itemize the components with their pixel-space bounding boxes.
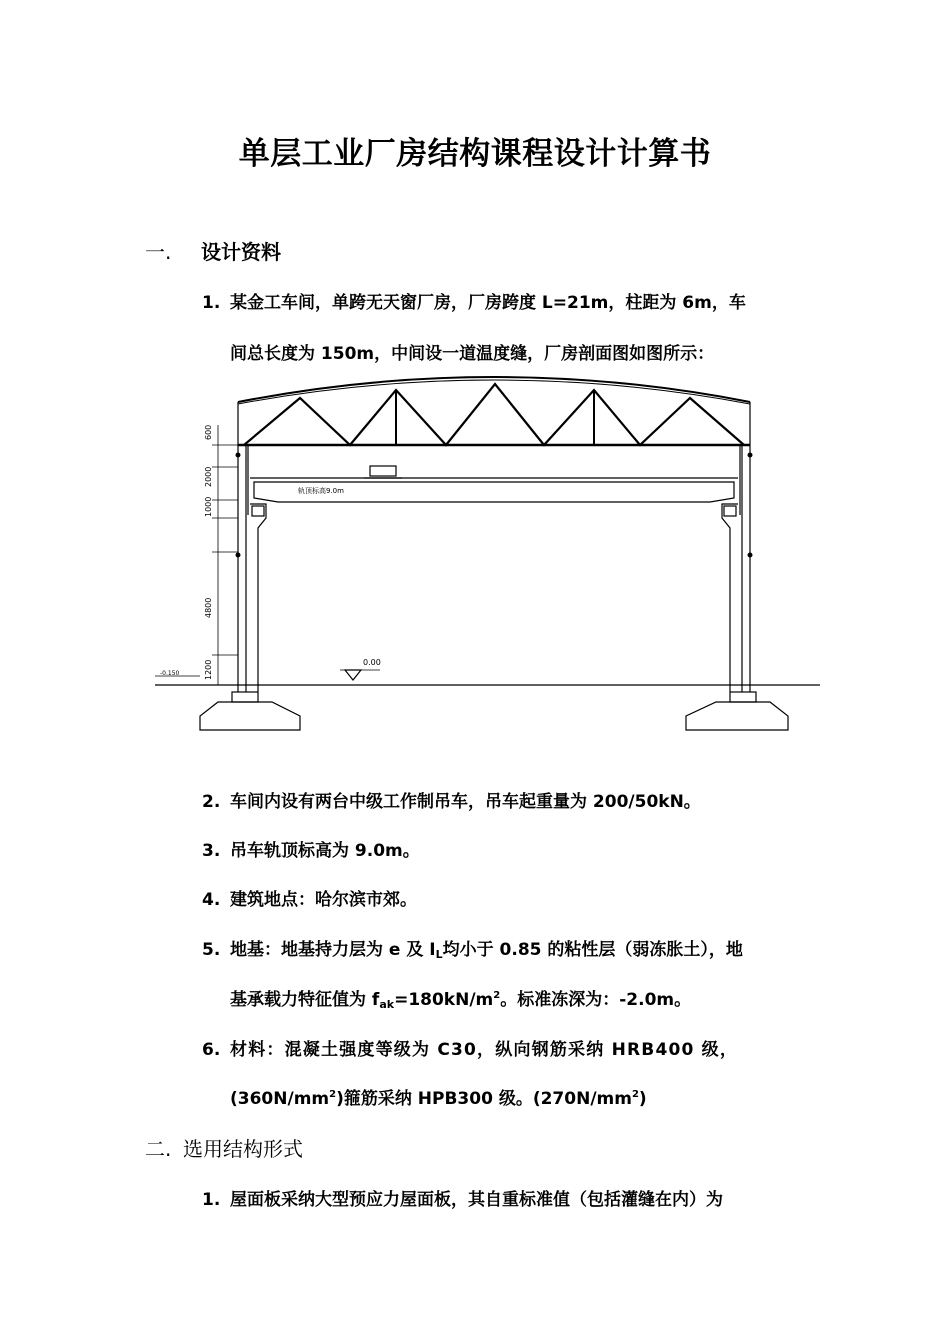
outside-elevation-label: -0.150 [160,670,180,677]
document-title: 单层工业厂房结构课程设计计算书 [238,136,712,172]
section-drawing [150,370,830,740]
dim-label-4800: 4800 [204,597,213,618]
superscript: 2 [329,1089,337,1100]
item-text-part: 地基：地基持力层为 e 及 I [230,940,436,960]
item-number: 2. [202,792,221,812]
item-number: 4. [202,890,221,910]
item-number: 3. [202,841,221,861]
item-text: 车间内设有两台中级工作制吊车，吊车起重量为 200/50kN。 [230,792,701,812]
item-number: 6. [202,1040,221,1060]
section-number: 一. [145,240,172,264]
item-text: 材料：混凝土强度等级为 C30，纵向钢筋采纳 HRB400 级， [230,1040,739,1060]
item-text: 某金工车间，单跨无天窗厂房，厂房跨度 L=21m，柱距为 6m，车 [230,293,746,313]
dim-label-1000: 1000 [204,496,213,517]
item-text: 建筑地点：哈尔滨市郊。 [230,890,417,910]
list-item-1-continuation: 间总长度为 150m，中间设一道温度缝，厂房剖面图如图所示： [230,344,715,364]
item-number: 1. [202,293,221,313]
item-text-part: )箍筋采纳 HPB300 级。(270N/mm [336,1089,632,1109]
list-item-5 [202,935,812,961]
item-text-part: 。标准冻深为：-2.0m。 [500,990,692,1010]
list-item-3 [202,836,812,861]
rail-elevation-label: 轨顶标高9.0m [298,487,344,495]
item-text-part: ) [638,1089,647,1109]
list-item-4 [202,885,812,910]
list-item-7 [202,1185,812,1210]
subscript: L [435,948,443,961]
section-label: 选用结构形式 [183,1137,303,1161]
dim-label-2000: 2000 [204,466,213,487]
section-label: 设计资料 [201,240,281,264]
item-text-part: 基承载力特征值为 f [230,990,380,1010]
item-number: 5. [202,940,221,960]
item-text-part: (360N/mm [230,1089,330,1109]
item-text: 吊车轨顶标高为 9.0m。 [230,841,420,861]
dim-label-1200: 1200 [204,659,213,680]
section-heading-design-data [145,236,281,265]
superscript: 2 [631,1089,639,1100]
subscript: ak [379,998,395,1011]
list-item-6-continuation [230,1084,647,1109]
list-item-1 [202,288,812,313]
item-text: 屋面板采纳大型预应力屋面板，其自重标准值（包括灌缝在内）为 [230,1190,723,1210]
section-heading-structure-form [145,1133,303,1162]
section-number: 二. [145,1137,172,1161]
list-item-6 [202,1035,812,1060]
list-item-2 [202,787,812,812]
ground-elevation-label: 0.00 [363,658,381,667]
item-number: 1. [202,1190,221,1210]
superscript: 2 [493,990,501,1001]
list-item-5-continuation [230,985,691,1011]
item-text-part: =180kN/m [394,990,494,1010]
item-text-part: 均小于 0.85 的粘性层（弱冻胀土），地 [442,940,743,960]
dim-label-600: 600 [204,424,213,440]
factory-section-diagram [150,370,830,744]
